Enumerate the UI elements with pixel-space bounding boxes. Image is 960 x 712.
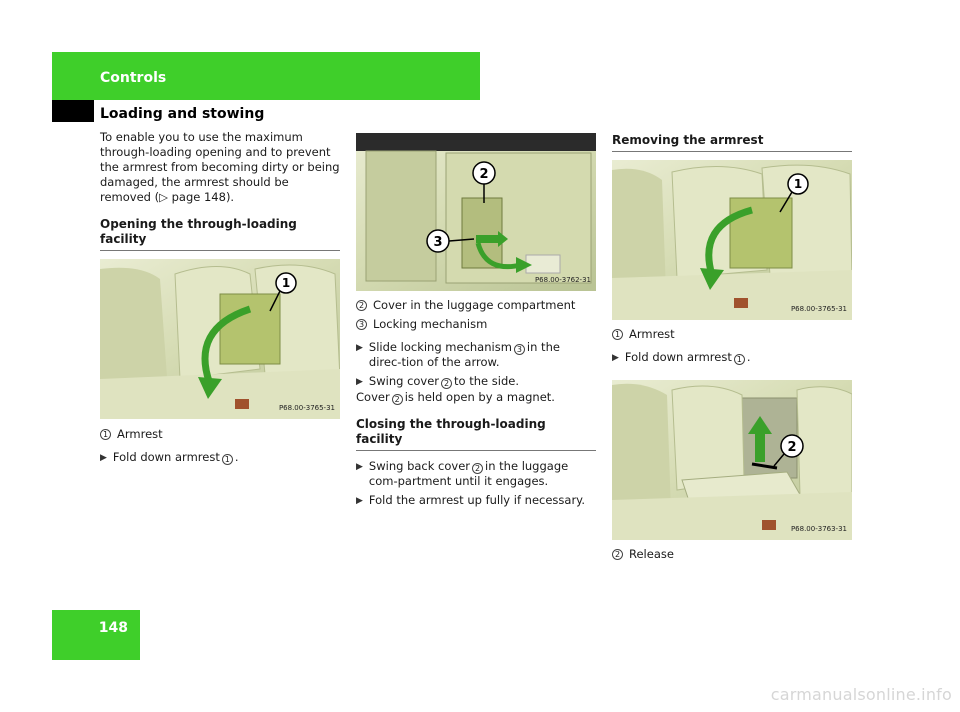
inline-callout: 2	[472, 463, 483, 474]
heading-opening: Opening the through-loading facility	[100, 217, 340, 251]
legend-locking	[356, 317, 596, 332]
figure-code: P68.00-3765-31	[278, 404, 335, 412]
svg-text:3: 3	[433, 235, 443, 250]
figure-release	[612, 380, 852, 540]
step-fold-armrest: ▶ Fold down armrest 1 .	[612, 350, 751, 364]
callout-number: 1	[100, 429, 111, 440]
header-band	[52, 52, 480, 100]
step-fold-armrest: ▶ Fold down armrest 1 .	[100, 450, 239, 464]
release-illustration	[612, 380, 852, 540]
page-number-band	[52, 610, 140, 660]
page-subtitle: Loading and stowing	[100, 106, 265, 122]
section-title: Controls	[100, 70, 167, 86]
step-swing-cover: ▶ Swing cover 2 to the side.	[356, 374, 519, 388]
column-2	[356, 133, 596, 509]
magnet-note: Cover 2 is held open by a magnet.	[356, 390, 555, 404]
legend-text: Armrest	[629, 327, 675, 341]
step-fold-up: ▶ Fold the armrest up fully if necessary.	[356, 493, 585, 507]
step-bullet-icon: ▶	[612, 353, 619, 363]
figure-code: P68.00-3762-31	[534, 276, 591, 284]
corner-marker	[52, 100, 94, 122]
step-bullet-icon: ▶	[356, 496, 363, 506]
seat-illustration	[100, 259, 340, 419]
step-text: Fold down armrest	[112, 450, 220, 464]
inline-callout: 2	[441, 378, 452, 389]
column-1	[100, 130, 340, 466]
callout-number: 1	[612, 329, 623, 340]
heading-removing: Removing the armrest	[612, 133, 852, 152]
intro-paragraph: To enable you to use the maximum through-loading opening and to prevent the armrest from becoming dirty or being damaged, the armrest should be removed (▷ page 148).	[100, 130, 340, 204]
legend-text: Armrest	[117, 427, 163, 441]
step-bullet-icon: ▶	[356, 462, 363, 472]
figure-luggage-cover	[356, 133, 596, 291]
callout-number: 2	[356, 300, 367, 311]
step-swing-back: ▶ Swing back cover 2 in the luggage com-partment until it engages.	[356, 459, 569, 488]
legend-text: Locking mechanism	[373, 317, 488, 331]
svg-text:1: 1	[793, 177, 803, 191]
inline-callout: 1	[734, 354, 745, 365]
figure-code: P68.00-3763-31	[790, 525, 847, 533]
watermark: carmanualsonline.info	[770, 685, 952, 704]
figure-remove-armrest	[612, 160, 852, 320]
svg-text:1: 1	[281, 276, 291, 290]
step-bullet-icon: ▶	[356, 377, 363, 387]
step-slide-lock: ▶ Slide locking mechanism 3 in the direc-tion of the arrow.	[356, 340, 560, 369]
legend-cover	[356, 298, 596, 313]
svg-text:2: 2	[787, 440, 797, 455]
legend-text: Cover in the luggage compartment	[373, 298, 576, 312]
inline-callout: 2	[392, 394, 403, 405]
callout-number: 3	[356, 319, 367, 330]
page-number: 148	[98, 620, 128, 636]
legend-armrest	[100, 427, 340, 442]
step-bullet-icon: ▶	[356, 343, 363, 353]
figure-armrest-fold	[100, 259, 340, 419]
column-3	[612, 133, 852, 562]
figure-code: P68.00-3765-31	[790, 305, 847, 313]
seat-illustration	[612, 160, 852, 320]
step-bullet-icon: ▶	[100, 453, 107, 463]
callout-number: 2	[612, 549, 623, 560]
legend-text: Release	[629, 547, 674, 561]
legend-armrest	[612, 327, 852, 342]
heading-closing: Closing the through-loading facility	[356, 417, 596, 451]
inline-callout: 1	[222, 454, 233, 465]
inline-callout: 3	[514, 344, 525, 355]
legend-release	[612, 547, 852, 562]
svg-text:2: 2	[479, 167, 489, 182]
luggage-illustration	[356, 133, 596, 291]
